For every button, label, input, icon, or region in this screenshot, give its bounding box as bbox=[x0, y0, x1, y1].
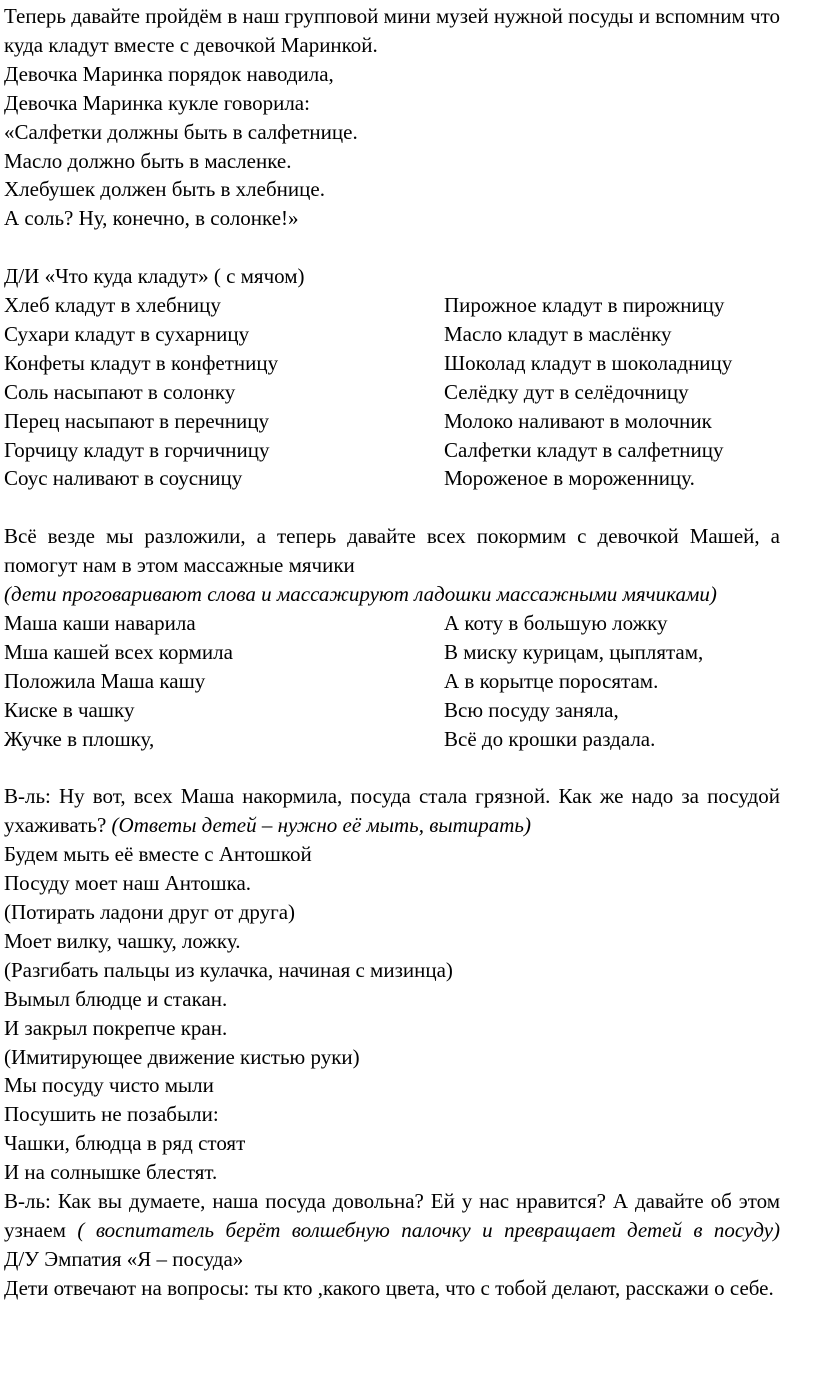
washing-line: Посуду моет наш Антошка. bbox=[4, 871, 252, 896]
massage-line: Положила Маша кашу bbox=[4, 668, 206, 693]
washing-question-text: В-ль: Ну вот, всех Маша накормила, посуда стала грязной. Как же надо за посудой ухаживать? bbox=[4, 784, 780, 838]
massage-right-column bbox=[444, 609, 780, 754]
massage-paragraph: Всё везде мы разложили, а теперь давайте всех покормим с девочкой Машей, а помогут нам в этом массажные мячики bbox=[4, 524, 780, 578]
game1-line: Шоколад кладут в шоколадницу bbox=[444, 350, 733, 375]
massage-columns bbox=[4, 609, 780, 754]
massage-line: Киске в чашку bbox=[4, 697, 135, 722]
game1-left-column bbox=[4, 291, 444, 493]
massage-line: Маша каши наварила bbox=[4, 611, 196, 635]
massage-line: В миску курицам, цыплятам, bbox=[444, 639, 704, 664]
game1-line: Сухари кладут в сухарницу bbox=[4, 321, 250, 346]
empathy-title: Д/У Эмпатия «Я – посуда» bbox=[4, 1246, 244, 1271]
game1-line: Селёдку дут в селёдочницу bbox=[444, 379, 689, 404]
washing-poem bbox=[4, 840, 780, 1187]
poem-line: «Салфетки должны быть в салфетнице. bbox=[4, 119, 358, 144]
massage-line: Всю посуду заняла, bbox=[444, 697, 619, 722]
washing-question bbox=[4, 782, 780, 840]
washing-answer-note: (Ответы детей – нужно её мыть, вытирать) bbox=[111, 813, 531, 838]
washing-line: (Разгибать пальцы из кулачка, начиная с мизинца) bbox=[4, 957, 453, 982]
game1-right-column bbox=[444, 291, 780, 493]
washing-line: Мы посуду чисто мыли bbox=[4, 1073, 214, 1098]
empathy-question bbox=[4, 1187, 780, 1245]
empathy-note: ( воспитатель берёт волшебную палочку и превращает детей в посуду) bbox=[77, 1218, 781, 1243]
empathy-question-text: В-ль: Как вы думаете, наша посуда довольна? Ей у нас нравится? А давайте об этом узнаем bbox=[4, 1189, 780, 1243]
game1-line: Мороженое в мороженницу. bbox=[444, 466, 695, 491]
massage-note: (дети проговаривают слова и массажируют ладошки массажными мячиками) bbox=[4, 582, 717, 607]
game1-title: Д/И «Что куда кладут» ( с мячом) bbox=[4, 264, 305, 289]
washing-line: И на солнышке блестят. bbox=[4, 1160, 218, 1185]
washing-line: Чашки, блюдца в ряд стоят bbox=[4, 1131, 246, 1156]
poem-line: Девочка Маринка кукле говорила: bbox=[4, 90, 310, 115]
intro-poem bbox=[4, 60, 780, 233]
washing-line: Будем мыть её вместе с Антошкой bbox=[4, 842, 312, 867]
game1-line: Молоко наливают в молочник bbox=[444, 408, 712, 433]
game1-line: Масло кладут в маслёнку bbox=[444, 321, 672, 346]
massage-left-column bbox=[4, 609, 444, 754]
washing-line: (Имитирующее движение кистью руки) bbox=[4, 1044, 360, 1069]
washing-line: Моет вилку, чашку, ложку. bbox=[4, 928, 241, 953]
game1-line: Соус наливают в соусницу bbox=[4, 466, 243, 491]
poem-line: А соль? Ну, конечно, в солонке!» bbox=[4, 206, 299, 231]
washing-line: И закрыл покрепче кран. bbox=[4, 1015, 228, 1040]
game1-line: Соль насыпают в солонку bbox=[4, 379, 236, 404]
game1-columns bbox=[4, 291, 780, 493]
game1-line: Салфетки кладут в салфетницу bbox=[444, 437, 724, 462]
washing-line: (Потирать ладони друг от друга) bbox=[4, 900, 296, 925]
game1-line: Перец насыпают в перечницу bbox=[4, 408, 269, 433]
spacer bbox=[4, 233, 780, 262]
poem-line: Хлебушек должен быть в хлебнице. bbox=[4, 177, 325, 202]
massage-line: Жучке в плошку, bbox=[4, 726, 155, 751]
intro-paragraph: Теперь давайте пройдём в наш групповой мини музей нужной посуды и вспомним что куда кладут вместе с девочкой Маринкой. bbox=[4, 4, 780, 57]
game1-line: Горчицу кладут в горчичницу bbox=[4, 437, 270, 462]
game1-line: Конфеты кладут в конфетницу bbox=[4, 350, 279, 375]
spacer bbox=[4, 493, 780, 522]
massage-line: Мша кашей всех кормила bbox=[4, 639, 233, 664]
spacer bbox=[4, 754, 780, 783]
empathy-paragraph: Дети отвечают на вопросы: ты кто ,какого цвета, что с тобой делают, расскажи о себе. bbox=[4, 1275, 774, 1300]
poem-line: Девочка Маринка порядок наводила, bbox=[4, 61, 334, 86]
game1-line: Хлеб кладут в хлебницу bbox=[4, 293, 221, 318]
poem-line: Масло должно быть в масленке. bbox=[4, 148, 292, 173]
massage-line: А в корытце поросятам. bbox=[444, 668, 659, 693]
massage-line: Всё до крошки раздала. bbox=[444, 726, 656, 751]
massage-line: А коту в большую ложку bbox=[444, 611, 668, 635]
washing-line: Вымыл блюдце и стакан. bbox=[4, 986, 228, 1011]
washing-line: Посушить не позабыли: bbox=[4, 1102, 219, 1127]
game1-line: Пирожное кладут в пирожницу bbox=[444, 293, 725, 318]
